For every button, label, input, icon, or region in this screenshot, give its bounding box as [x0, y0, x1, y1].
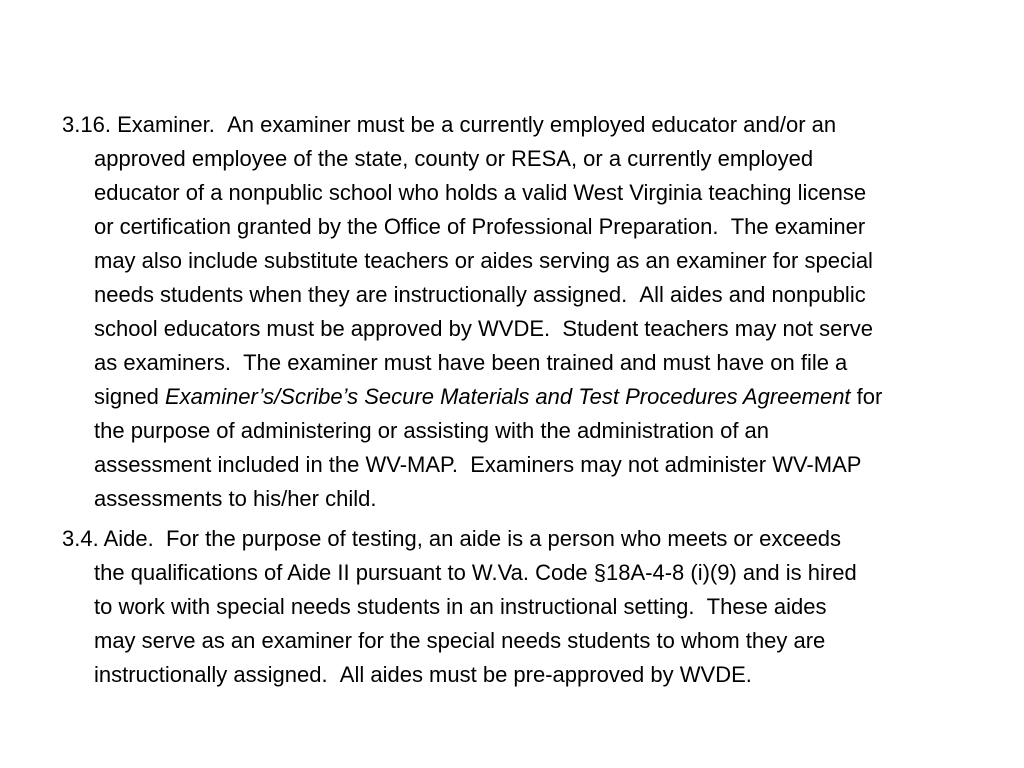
aide-line-5: instructionally assigned. All aides must be pre-approved by WVDE. [94, 662, 752, 687]
aide-line-1: 3.4. Aide. For the purpose of testing, an aide is a person who meets or exceeds [62, 526, 842, 551]
aide-line-4: may serve as an examiner for the special needs students to whom they are [94, 628, 826, 653]
aide-number: 3.4. [62, 526, 99, 551]
paragraph-aide [62, 522, 1012, 692]
examiner-line-7: school educators must be approved by WVDE. Student teachers may not serve [94, 316, 873, 341]
examiner-line-10: the purpose of administering or assisting with the administration of an [94, 418, 770, 443]
aide-line-3: to work with special needs students in an instructional setting. These aides [94, 594, 827, 619]
examiner-line-4: or certification granted by the Office of Professional Preparation. The examiner [94, 214, 866, 239]
examiner-line-9: signed Examiner’s/Scribe’s Secure Materials and Test Procedures Agreement for [94, 384, 883, 409]
slide-body [62, 108, 1012, 692]
examiner-line-1: 3.16. Examiner. An examiner must be a currently employed educator and/or an [62, 112, 837, 137]
examiner-number: 3.16. [62, 112, 111, 137]
examiner-line-6: needs students when they are instructionally assigned. All aides and nonpublic [94, 282, 866, 307]
aide-line-2: the qualifications of Aide II pursuant to W.Va. Code §18A-4-8 (i)(9) and is hired [94, 560, 857, 585]
examiner-line-5: may also include substitute teachers or aides serving as an examiner for special [94, 248, 873, 273]
examiner-line-12: assessments to his/her child. [94, 486, 377, 511]
examiner-heading: Examiner. [117, 112, 215, 137]
aide-heading: Aide. [103, 526, 154, 551]
examiner-line-11: assessment included in the WV-MAP. Examiners may not administer WV-MAP [94, 452, 862, 477]
examiner-line-3: educator of a nonpublic school who holds a valid West Virginia teaching license [94, 180, 867, 205]
examiner-line-2: approved employee of the state, county or RESA, or a currently employed [94, 146, 814, 171]
agreement-title: Examiner’s/Scribe’s Secure Materials and Test Procedures Agreement [164, 384, 851, 409]
examiner-line-8: as examiners. The examiner must have been trained and must have on file a [94, 350, 848, 375]
paragraph-examiner [62, 108, 1012, 516]
